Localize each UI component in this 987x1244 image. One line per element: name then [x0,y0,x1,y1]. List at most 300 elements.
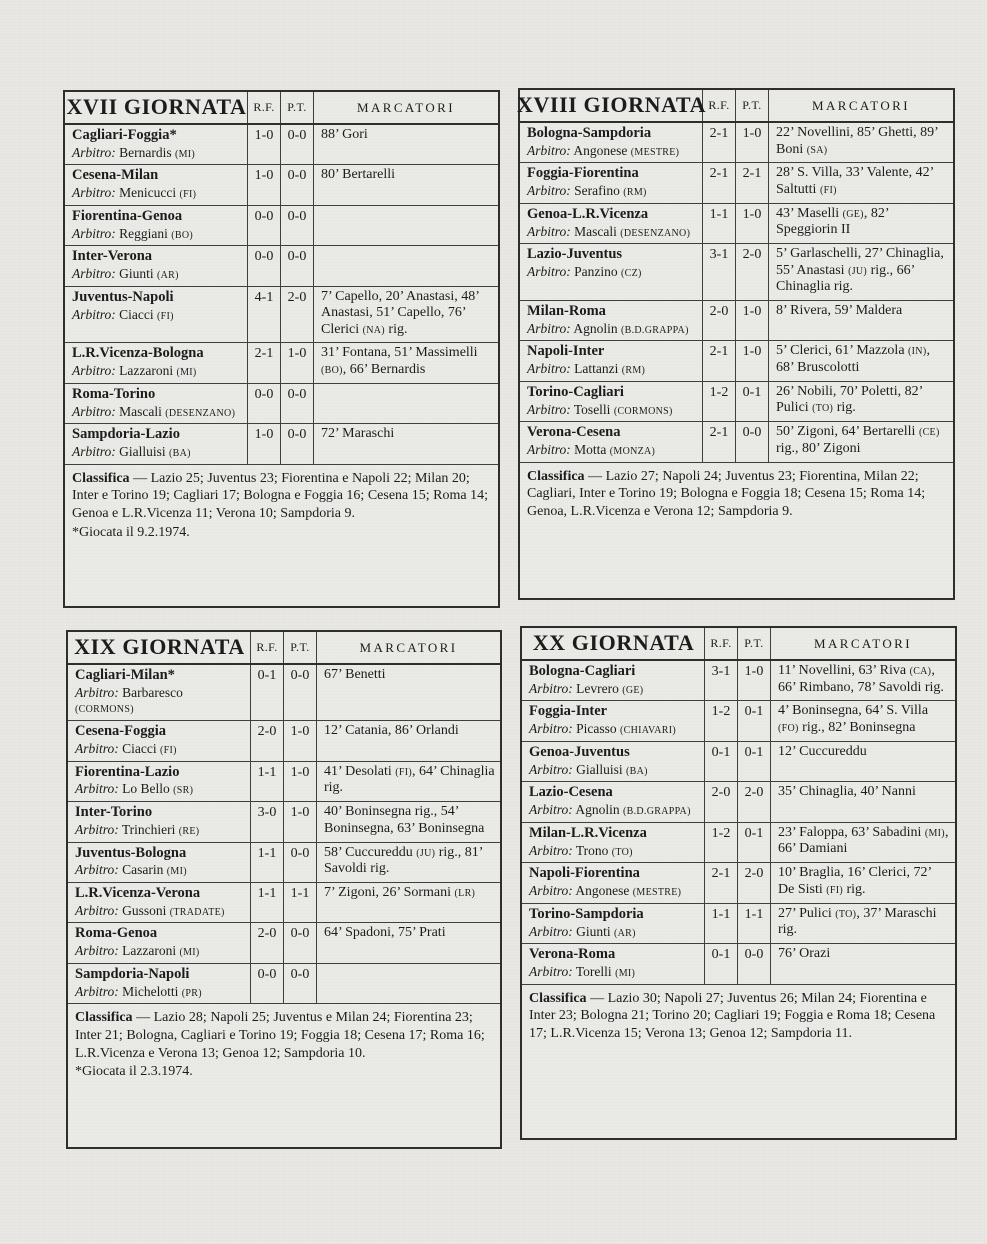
arbitro-label: Arbitro: [72,444,116,460]
scorers: 27’ Pulici (TO), 37’ Maraschi rig. [778,905,937,938]
arbitro-label: Arbitro: [527,142,571,158]
col-header-rf: R.F. [703,90,736,121]
scorers [314,384,498,423]
match-cell [522,904,705,943]
scorers [317,964,500,1003]
classifica-text [529,990,947,1043]
arbitro-label: Arbitro: [72,306,116,322]
score-pt: 1-0 [738,661,771,700]
score-pt: 2-1 [736,163,769,202]
referee-line: Arbitro: Ciacci (FI) [72,306,174,322]
referee-line: Arbitro: Menicucci (FI) [72,185,197,201]
score-pt: 2-0 [738,863,771,902]
club-code: (FI) [826,884,843,896]
match-name: Torino-Sampdoria [529,905,644,922]
scorers: 12’ Cuccureddu [778,743,867,759]
club-code: (GE) [842,208,864,220]
club-code: (MI) [924,827,945,839]
match-cell [68,964,251,1003]
score-pt: 2-0 [281,287,314,343]
arbitro-label: Arbitro: [72,144,116,160]
referee-venue: (FI) [159,744,177,756]
table-xvii-giornata [63,90,500,608]
referee-line: Arbitro: Serafino (RM) [527,183,647,199]
referee-line: Arbitro: Toselli (CORMONS) [527,401,673,417]
match-name: L.R.Vicenza-Verona [75,885,201,901]
match-name: Genoa-Juventus [529,743,630,760]
classifica-block [65,465,498,546]
score-pt: 1-0 [736,301,769,340]
referee-line: Arbitro: Torelli (MI) [529,964,636,980]
match-cell [65,424,248,463]
match-cell [522,863,705,902]
referee-line: Arbitro: Gussoni (TRADATE) [75,902,225,918]
referee-line: Arbitro: Giunti (AR) [72,266,179,282]
col-header-pt: P.T. [284,632,317,663]
score-pt: 1-1 [284,883,317,922]
col-header-marcatori: MARCATORI [814,635,912,651]
score-rf: 1-1 [705,904,738,943]
classifica-label: Classifica [72,470,130,486]
match-cell [522,823,705,862]
match-cell [68,721,251,760]
referee-line: Arbitro: Angonese (MESTRE) [527,142,680,158]
col-header-marcatori: MARCATORI [812,97,910,113]
classifica-block [68,1004,500,1085]
arbitro-label: Arbitro: [529,802,573,818]
score-rf: 2-1 [703,341,736,380]
referee-line: Arbitro: Agnolin (B.D.GRAPPA) [527,320,689,336]
match-cell [65,384,248,423]
arbitro-label: Arbitro: [527,401,571,417]
arbitro-label: Arbitro: [529,964,573,980]
scorers: 5’ Clerici, 61’ Mazzola (IN), 68’ Bruscolotti [776,343,930,375]
referee-line: Arbitro: Gialluisi (BA) [529,761,648,777]
arbitro-label: Arbitro: [75,862,119,878]
match-cell [520,382,703,421]
arbitro-label: Arbitro: [527,183,571,199]
score-pt: 1-0 [284,802,317,841]
scorers [314,206,498,245]
match-row [65,424,498,464]
match-cell [68,843,251,882]
referee-venue: (DESENZANO) [620,227,691,239]
score-rf: 0-0 [248,206,281,245]
match-name: Cagliari-Milan* [75,667,175,683]
referee-line: Arbitro: Trinchieri (RE) [75,821,200,837]
score-rf: 0-1 [251,665,284,720]
scorers: 43’ Maselli (GE), 82’ Speggiorin II [776,205,889,238]
classifica-label: Classifica [527,468,585,484]
score-rf: 2-1 [703,163,736,202]
referee-venue: (CORMONS) [613,405,673,417]
referee-venue: (RM) [621,365,646,377]
col-header-marcatori: MARCATORI [359,639,458,655]
arbitro-label: Arbitro: [75,943,119,959]
score-rf: 1-0 [248,165,281,204]
score-rf: 3-1 [703,244,736,300]
match-cell [522,742,705,781]
score-rf: 1-2 [705,823,738,862]
col-header-pt: P.T. [736,90,769,121]
score-pt: 0-0 [284,964,317,1003]
match-name: Napoli-Fiorentina [529,865,640,882]
match-row [68,843,500,883]
match-row [522,823,955,863]
scorers: 67’ Benetti [324,667,386,682]
match-row [68,923,500,963]
score-pt: 1-0 [281,343,314,382]
score-pt: 0-0 [281,165,314,204]
score-rf: 1-0 [248,125,281,164]
referee-venue: (TO) [611,846,633,858]
referee-venue: (MI) [615,968,636,980]
score-pt: 1-0 [284,762,317,801]
match-row [520,204,953,244]
arbitro-label: Arbitro: [72,266,116,282]
club-code: (BO) [321,364,343,376]
match-row [522,944,955,984]
match-row [520,341,953,381]
classifica-standings: — Lazio 25; Juventus 23; Fiorentina e Napoli 22; Milan 20; Inter e Torino 19; Cagliari 17; Bologna e Foggia 16; Cesena 15; Roma 14; Genoa e L.R.Vicenza 11; Verona 10; Sampdoria 9. [72,470,488,522]
table-body [65,125,498,465]
score-pt: 0-0 [284,923,317,962]
referee-line: Arbitro: Casarin (MI) [75,862,187,878]
match-row [68,665,500,721]
club-code: (FO) [778,722,799,734]
table-body [520,123,953,463]
match-name: Milan-Roma [527,302,606,319]
score-pt: 1-0 [284,721,317,760]
table-header-row [516,90,953,123]
score-rf: 3-1 [705,661,738,700]
arbitro-label: Arbitro: [527,361,571,377]
arbitro-label: Arbitro: [72,185,116,201]
referee-venue: (DESENZANO) [165,407,236,419]
match-row [68,762,500,802]
match-cell [520,204,703,243]
match-name: Verona-Cesena [527,424,621,441]
arbitro-label: Arbitro: [527,223,571,239]
referee-line: Arbitro: Lo Bello (SR) [75,781,194,797]
referee-venue: (FI) [156,310,174,322]
classifica-standings: — Lazio 30; Napoli 27; Juventus 26; Milan 24; Fiorentina e Inter 23; Bologna 21; Torino 20; Cagliari 19; Foggia e Roma 18; Cesena 17; L.R.Vicenza 15; Verona 13; Genoa 12; Sampdoria 11. [529,990,936,1041]
club-code: (TO) [812,403,834,415]
scorers: 58’ Cuccureddu (JU) rig., 81’ Savoldi rig. [324,844,483,877]
col-header-pt: P.T. [281,92,314,123]
scorers: 64’ Spadoni, 75’ Prati [324,925,446,941]
table-body [68,665,500,1004]
match-cell [522,944,705,983]
score-pt: 0-1 [738,701,771,740]
scorers: 22’ Novellini, 85’ Ghetti, 89’ Boni (SA) [776,125,938,157]
scorers: 4’ Boninsegna, 64’ S. Villa (FO) rig., 82’ Boninsegna [778,703,929,735]
footnote: *Giocata il 2.3.1974. [75,1064,193,1080]
classifica-label: Classifica [75,1010,133,1026]
referee-line: Arbitro: Lazzaroni (MI) [72,363,197,379]
match-row [68,883,500,923]
scorers: 41’ Desolati (FI), 64’ Chinaglia rig. [324,763,495,796]
referee-venue: (B.D.GRAPPA) [621,324,689,336]
footnote: *Giocata il 9.2.1974. [72,524,190,540]
arbitro-label: Arbitro: [75,821,119,837]
match-cell [522,661,705,700]
club-code: (SA) [806,144,828,156]
match-cell [68,923,251,962]
scorers: 11’ Novellini, 63’ Riva (CA), 66’ Rimbano, 78’ Savoldi rig. [778,663,944,695]
referee-venue: (FI) [179,189,197,201]
classifica-block [520,463,953,526]
score-rf: 2-0 [251,721,284,760]
match-row [65,287,498,344]
club-code: (JU) [848,265,868,277]
referee-venue: (MESTRE) [632,887,682,899]
match-row [520,163,953,203]
referee-venue: (RE) [178,825,200,837]
arbitro-label: Arbitro: [75,983,119,999]
referee-line: Arbitro: Lazzaroni (MI) [75,943,200,959]
score-rf: 1-0 [248,424,281,463]
referee-line: Arbitro: Picasso (CHIAVARI) [529,721,676,737]
match-name: Bologna-Cagliari [529,663,636,679]
scorers: 12’ Catania, 86’ Orlandi [324,723,459,739]
col-header-pt: P.T. [738,628,771,659]
table-header-row [68,632,500,665]
score-rf: 2-0 [703,301,736,340]
match-cell [520,123,703,162]
match-name: L.R.Vicenza-Bologna [72,345,204,362]
scorers: 35’ Chinaglia, 40’ Nanni [778,784,916,800]
match-row [65,246,498,286]
match-row [68,964,500,1004]
referee-line: Arbitro: Gialluisi (BA) [72,444,191,460]
classifica-label: Classifica [529,990,587,1006]
referee-venue: (TRADATE) [169,906,225,918]
match-name: Lazio-Cesena [529,784,613,801]
match-name: Lazio-Juventus [527,246,623,263]
match-row [65,165,498,205]
match-row [65,125,498,165]
referee-line: Arbitro: Reggiani (BO) [72,225,194,241]
scorers: 10’ Braglia, 16’ Clerici, 72’ De Sisti (FI) rig. [778,865,932,897]
classifica-block [522,985,955,1048]
match-cell [65,206,248,245]
match-cell [522,701,705,740]
scorers: 7’ Capello, 20’ Anastasi, 48’ Anastasi, 51’ Capello, 76’ Clerici (NA) rig. [321,288,479,337]
score-rf: 2-0 [251,923,284,962]
match-row [68,802,500,842]
match-cell [520,163,703,202]
score-pt: 1-0 [736,123,769,162]
referee-line: Arbitro: Lattanzi (RM) [527,361,646,377]
table-body [522,661,955,985]
classifica-standings: — Lazio 28; Napoli 25; Juventus e Milan 24; Fiorentina 23; Inter 21; Bologna, Cagliari e Torino 19; Foggia 18; Cesena 17; Roma 16; L.R.Vicenza e Verona 13; Genoa 12; Sampdoria 10. [75,1010,485,1061]
arbitro-label: Arbitro: [72,225,116,241]
arbitro-label: Arbitro: [75,781,119,797]
scorers [314,246,498,285]
match-name: Torino-Cagliari [527,383,624,400]
referee-venue: (CORMONS) [75,704,134,716]
club-code: (TO) [835,908,857,920]
score-pt: 0-0 [284,843,317,882]
club-code: (JU) [416,847,436,859]
referee-line: Arbitro: Bernardis (MI) [72,144,196,160]
referee-line: Arbitro: Trono (TO) [529,842,633,858]
match-row [520,244,953,301]
referee-venue: (MESTRE) [630,146,680,158]
match-cell [68,802,251,841]
match-row [522,701,955,741]
arbitro-label: Arbitro: [527,320,571,336]
score-rf: 2-0 [705,782,738,821]
club-code: (IN) [908,346,927,358]
scorers: 40’ Boninsegna rig., 54’ Boninsegna, 63’ Boninsegna [324,804,485,836]
arbitro-label: Arbitro: [529,721,573,737]
score-pt: 0-0 [281,384,314,423]
match-name: Inter-Verona [72,248,153,265]
referee-venue: (RM) [623,187,647,199]
col-header-marcatori: MARCATORI [357,99,455,115]
score-pt: 0-0 [736,422,769,461]
match-name: Foggia-Fiorentina [527,165,639,182]
col-header-rf: R.F. [248,92,281,123]
match-row [65,384,498,424]
score-pt: 0-1 [738,742,771,781]
match-cell [68,665,251,720]
referee-venue: (GE) [622,684,644,696]
scorers: 80’ Bertarelli [321,167,395,183]
col-header-rf: R.F. [251,632,284,663]
scorers: 26’ Nobili, 70’ Poletti, 82’ Pulici (TO) rig. [776,383,923,416]
score-rf: 1-2 [705,701,738,740]
classifica-text [75,1009,492,1062]
referee-venue: (CZ) [621,268,642,280]
arbitro-label: Arbitro: [72,403,116,419]
referee-venue: (SR) [173,785,194,797]
score-rf: 1-1 [251,883,284,922]
score-rf: 0-0 [251,964,284,1003]
arbitro-label: Arbitro: [529,923,573,939]
match-name: Milan-L.R.Vicenza [529,824,647,841]
referee-line: Arbitro: Ciacci (FI) [75,740,177,756]
score-rf: 1-1 [251,843,284,882]
referee-line: Arbitro: Mascali (DESENZANO) [72,403,236,419]
match-row [68,721,500,761]
arbitro-label: Arbitro: [529,883,573,899]
referee-venue: (PR) [181,987,202,999]
scorers: 5’ Garlaschelli, 27’ Chinaglia, 55’ Anastasi (JU) rig., 66’ Chinaglia rig. [776,246,944,295]
match-row [522,661,955,701]
arbitro-label: Arbitro: [75,902,119,918]
match-name: Genoa-L.R.Vicenza [527,205,649,222]
arbitro-label: Arbitro: [529,680,573,696]
scorers: 88’ Gori [321,127,368,142]
match-name: Roma-Torino [72,385,156,402]
col-header-rf: R.F. [705,628,738,659]
match-row [520,301,953,341]
scorers: 31’ Fontana, 51’ Massimelli (BO), 66’ Bernardis [321,345,478,377]
match-cell [520,301,703,340]
score-rf: 0-1 [705,742,738,781]
score-rf: 3-0 [251,802,284,841]
score-rf: 0-0 [248,384,281,423]
table-title: XIX GIORNATA [68,632,251,663]
score-pt: 2-0 [738,782,771,821]
match-row [520,123,953,163]
score-rf: 2-1 [705,863,738,902]
referee-venue: (BA) [169,448,191,460]
match-name: Cagliari-Foggia* [72,127,177,143]
score-pt: 0-1 [736,382,769,421]
score-pt: 1-0 [736,341,769,380]
score-pt: 0-1 [738,823,771,862]
match-name: Fiorentina-Lazio [75,763,180,780]
score-pt: 0-0 [284,665,317,720]
score-pt: 1-1 [738,904,771,943]
referee-line: Arbitro: Giunti (AR) [529,923,636,939]
match-row [520,382,953,422]
match-row [65,343,498,383]
match-name: Cesena-Milan [72,167,159,184]
referee-venue: (MONZA) [609,446,656,458]
table-title: XVII GIORNATA [65,92,248,123]
referee-venue: (BO) [171,229,194,241]
arbitro-label: Arbitro: [527,442,571,458]
scorers: 76’ Orazi [778,946,831,962]
referee-venue: (AR) [157,270,179,282]
arbitro-label: Arbitro: [529,842,573,858]
score-pt: 2-0 [736,244,769,300]
match-name: Fiorentina-Genoa [72,207,183,224]
table-title: XX GIORNATA [522,628,705,659]
arbitro-label: Arbitro: [527,264,571,280]
match-row [520,422,953,462]
referee-venue: (MI) [179,947,200,959]
table-header-row [65,92,498,125]
match-row [522,904,955,944]
referee-venue: (AR) [614,927,636,939]
table-header-row [522,628,955,661]
referee-line: Arbitro: Motta (MONZA) [527,442,656,458]
match-cell [520,244,703,300]
club-code: (NA) [362,324,385,336]
table-xviii-giornata [518,88,955,600]
match-cell [522,782,705,821]
match-cell [520,341,703,380]
referee-venue: (MI) [166,866,187,878]
score-rf: 1-1 [703,204,736,243]
scorers: 7’ Zigoni, 26’ Sormani (LR) [324,885,476,900]
club-code: (FI) [819,184,837,196]
score-rf: 2-1 [703,123,736,162]
scorers: 50’ Zigoni, 64’ Bertarelli (CE) rig., 80’ Zigoni [776,424,940,456]
referee-venue: (CHIAVARI) [620,725,676,737]
referee-line: Arbitro: Levrero (GE) [529,680,644,696]
referee-line: Arbitro: Angonese (MESTRE) [529,883,682,899]
referee-venue: (B.D.GRAPPA) [623,806,691,818]
score-pt: 0-0 [281,246,314,285]
match-cell [68,883,251,922]
score-pt: 0-0 [281,424,314,463]
arbitro-label: Arbitro: [529,761,573,777]
match-row [522,742,955,782]
match-row [65,206,498,246]
classifica-text [72,470,490,523]
scorers: 72’ Maraschi [321,426,395,442]
referee-venue: (BA) [626,765,648,777]
score-rf: 2-1 [703,422,736,461]
arbitro-label: Arbitro: [75,684,119,700]
